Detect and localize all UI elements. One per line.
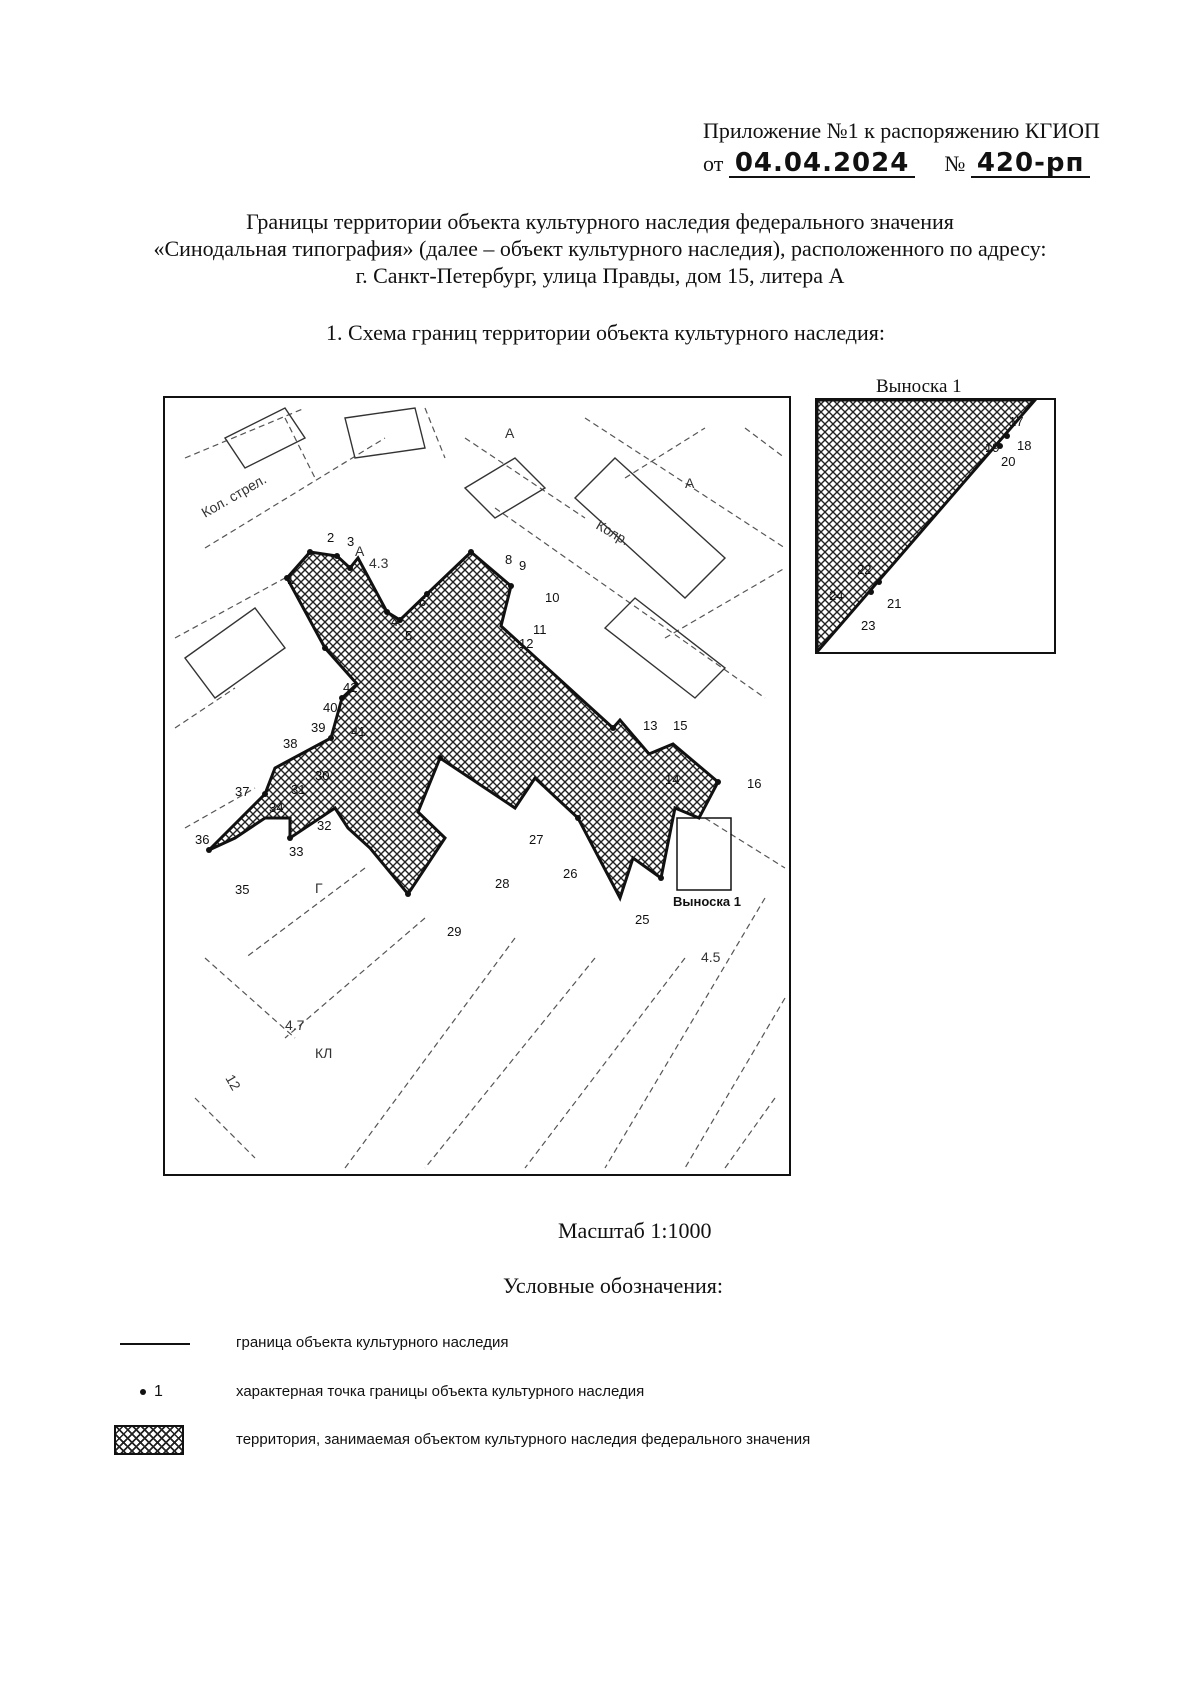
boundary-map-svg [165,398,789,1174]
pt-42: 42 [343,680,358,695]
pt-23: 23 [861,618,876,633]
title-line-3: г. Санкт-Петербург, улица Правды, дом 15, литера А [355,263,845,288]
legend-hatch-symbol [114,1425,184,1455]
pt-34: 34 [269,800,284,815]
title-line-2: «Синодальная типография» (далее – объект культурного наследия), расположенного по адресу: [153,236,1047,261]
pt-31: 31 [291,782,306,797]
pt-8: 8 [505,552,513,567]
pt-38: 38 [283,736,298,751]
order-number: 420-рп [971,150,1091,178]
legend-title: Условные обозначения: [503,1273,724,1298]
legend-hatch-text: территория, занимаемая объектом культурного наследия федерального значения [236,1431,811,1448]
kl-label: КЛ [315,1045,333,1061]
callout-reference-label: Выноска 1 [673,894,741,909]
pt-26: 26 [563,866,578,881]
pt-27: 27 [529,832,544,847]
pt-30: 30 [315,768,330,783]
pt-9: 9 [519,558,527,573]
pt-39: 39 [311,720,326,735]
callout-svg [817,400,1054,652]
legend-point-label: 1 [154,1383,163,1400]
section-heading: 1. Схема границ территории объекта культурного наследия: [326,320,886,345]
callout-map [815,398,1056,654]
pt-11: 11 [533,622,547,637]
literal-a-3: А [355,543,365,559]
date-prefix: от [703,151,724,176]
pt-25: 25 [635,912,650,927]
callout-title: Выноска 1 [876,376,962,397]
pt-3: 3 [347,534,355,549]
pt-20: 20 [1001,454,1016,469]
pt-19: 19 [985,440,1000,455]
order-date-number [703,150,1090,178]
pt-16: 16 [747,776,762,791]
pt-18: 18 [1017,438,1032,453]
pt-1: 1 [287,572,295,587]
pt-5: 5 [405,628,413,643]
literal-g: Г [315,880,323,896]
pt-24: 24 [829,588,844,603]
pt-4: 4 [391,614,399,629]
pt-37: 37 [235,784,250,799]
legend-line-symbol [120,1343,190,1345]
legend-line-text: граница объекта культурного наследия [236,1334,509,1351]
pt-29: 29 [447,924,462,939]
boundary-map [163,396,791,1176]
pt-22: 22 [857,562,872,577]
street-label-2: Колр. [593,516,633,549]
pt-10: 10 [545,590,560,605]
pt-32: 32 [317,818,332,833]
pt-17: 17 [1009,414,1024,429]
pt-40: 40 [323,700,338,715]
pt-13: 13 [643,718,658,733]
pt-21: 21 [887,596,902,611]
appendix-line: Приложение №1 к распоряжению КГИОП [703,118,1100,143]
pt-41: 41 [351,724,366,739]
pt-36: 36 [195,832,210,847]
pt-6: 6 [419,594,427,609]
height-label-3: 4.7 [285,1017,305,1033]
legend-point-symbol [140,1389,146,1395]
pt-28: 28 [495,876,510,891]
pt-15: 15 [673,718,688,733]
pt-12: 12 [519,636,534,651]
callout-territory [817,400,1035,652]
pt-33: 33 [289,844,304,859]
literal-a-1: А [505,425,515,441]
pt-35: 35 [235,882,250,897]
legend-point-text: характерная точка границы объекта культурного наследия [236,1383,645,1400]
literal-a-2: А [685,475,695,491]
pt-2: 2 [327,530,335,545]
street-label-1: Кол. стрел. [198,470,270,521]
height-label-2: 4.5 [701,949,721,965]
document-title [0,208,1200,289]
number-label: 12 [222,1071,245,1093]
map-scale: Масштаб 1:1000 [558,1218,712,1243]
pt-14: 14 [665,772,680,787]
height-label-1: 4.3 [369,555,389,571]
number-prefix: № [944,151,966,176]
order-date: 04.04.2024 [729,150,915,178]
title-line-1: Границы территории объекта культурного наследия федерального значения [246,209,954,234]
